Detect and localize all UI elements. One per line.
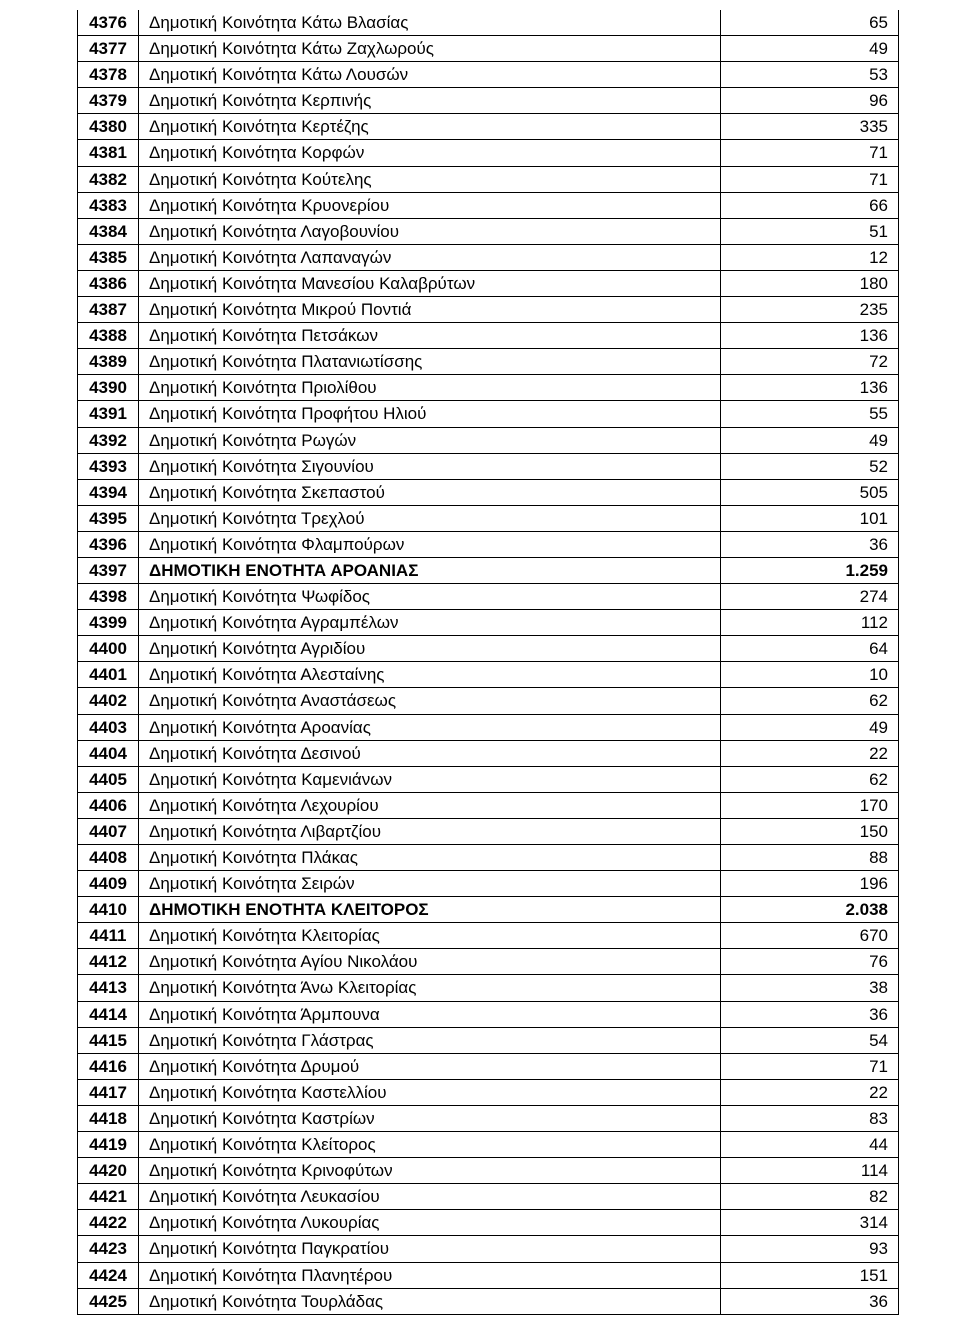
row-name: Δημοτική Κοινότητα Μικρού Ποντιά — [139, 297, 721, 323]
row-value: 170 — [721, 792, 899, 818]
row-name: Δημοτική Κοινότητα Αναστάσεως — [139, 688, 721, 714]
row-code: 4425 — [78, 1288, 139, 1314]
row-name: Δημοτική Κοινότητα Αγριδίου — [139, 636, 721, 662]
row-name: Δημοτική Κοινότητα Καστρίων — [139, 1105, 721, 1131]
row-value: 151 — [721, 1262, 899, 1288]
row-code: 4412 — [78, 949, 139, 975]
table-row — [78, 297, 899, 323]
row-name: Δημοτική Κοινότητα Τουρλάδας — [139, 1288, 721, 1314]
row-name: Δημοτική Κοινότητα Κερτέζης — [139, 114, 721, 140]
table-row — [78, 1053, 899, 1079]
table-row — [78, 427, 899, 453]
row-value: 196 — [721, 871, 899, 897]
row-name: Δημοτική Κοινότητα Κρινοφύτων — [139, 1158, 721, 1184]
row-value: 505 — [721, 479, 899, 505]
table-body — [78, 10, 899, 1314]
row-value: 44 — [721, 1132, 899, 1158]
table-row — [78, 845, 899, 871]
row-code: 4396 — [78, 531, 139, 557]
row-code: 4424 — [78, 1262, 139, 1288]
row-code: 4379 — [78, 88, 139, 114]
row-value: 51 — [721, 218, 899, 244]
table-row — [78, 1184, 899, 1210]
table-row — [78, 505, 899, 531]
row-value: 52 — [721, 453, 899, 479]
table-row — [78, 401, 899, 427]
row-name: Δημοτική Κοινότητα Κάτω Βλασίας — [139, 10, 721, 36]
row-name: Δημοτική Κοινότητα Κάτω Λουσών — [139, 62, 721, 88]
row-value: 36 — [721, 1288, 899, 1314]
row-name: Δημοτική Κοινότητα Καμενιάνων — [139, 766, 721, 792]
row-name: Δημοτική Κοινότητα Φλαμπούρων — [139, 531, 721, 557]
row-name: Δημοτική Κοινότητα Λεχουρίου — [139, 792, 721, 818]
row-code: 4389 — [78, 349, 139, 375]
table-row — [78, 1001, 899, 1027]
row-code: 4394 — [78, 479, 139, 505]
row-value: 64 — [721, 636, 899, 662]
table-row — [78, 662, 899, 688]
row-value: 88 — [721, 845, 899, 871]
table-row-section-total — [78, 557, 899, 583]
table-row — [78, 1158, 899, 1184]
row-code: 4401 — [78, 662, 139, 688]
row-code: 4377 — [78, 36, 139, 62]
table-row — [78, 349, 899, 375]
row-name: Δημοτική Κοινότητα Πλανητέρου — [139, 1262, 721, 1288]
row-name: Δημοτική Κοινότητα Ψωφίδος — [139, 584, 721, 610]
row-name: Δημοτική Κοινότητα Γλάστρας — [139, 1027, 721, 1053]
row-value: 36 — [721, 531, 899, 557]
row-name: Δημοτική Κοινότητα Κλείτορος — [139, 1132, 721, 1158]
row-name: Δημοτική Κοινότητα Σιγουνίου — [139, 453, 721, 479]
row-value: 670 — [721, 923, 899, 949]
row-value: 55 — [721, 401, 899, 427]
row-value: 38 — [721, 975, 899, 1001]
row-code: 4400 — [78, 636, 139, 662]
row-name: Δημοτική Κοινότητα Κρυονερίου — [139, 192, 721, 218]
row-name: Δημοτική Κοινότητα Άρμπουνα — [139, 1001, 721, 1027]
table-row — [78, 1288, 899, 1314]
row-code: 4414 — [78, 1001, 139, 1027]
row-value: 49 — [721, 427, 899, 453]
row-name: Δημοτική Κοινότητα Λυκουρίας — [139, 1210, 721, 1236]
table-row — [78, 584, 899, 610]
table-row — [78, 192, 899, 218]
row-value: 235 — [721, 297, 899, 323]
row-name: Δημοτική Κοινότητα Σειρών — [139, 871, 721, 897]
row-name: Δημοτική Κοινότητα Κλειτορίας — [139, 923, 721, 949]
row-value: 12 — [721, 244, 899, 270]
row-code: 4413 — [78, 975, 139, 1001]
row-code: 4406 — [78, 792, 139, 818]
row-value: 96 — [721, 88, 899, 114]
table-row — [78, 62, 899, 88]
row-name: Δημοτική Κοινότητα Κάτω Ζαχλωρούς — [139, 36, 721, 62]
row-code: 4418 — [78, 1105, 139, 1131]
row-name: Δημοτική Κοινότητα Άνω Κλειτορίας — [139, 975, 721, 1001]
row-name: Δημοτική Κοινότητα Κούτελης — [139, 166, 721, 192]
table-row — [78, 1210, 899, 1236]
population-table — [77, 10, 899, 1315]
row-code: 4422 — [78, 1210, 139, 1236]
table-row — [78, 740, 899, 766]
row-value: 2.038 — [721, 897, 899, 923]
row-value: 22 — [721, 740, 899, 766]
row-value: 274 — [721, 584, 899, 610]
table-row — [78, 636, 899, 662]
row-code: 4410 — [78, 897, 139, 923]
row-value: 180 — [721, 270, 899, 296]
row-value: 1.259 — [721, 557, 899, 583]
row-value: 62 — [721, 688, 899, 714]
row-value: 83 — [721, 1105, 899, 1131]
row-name: Δημοτική Κοινότητα Αροανίας — [139, 714, 721, 740]
table-row — [78, 531, 899, 557]
row-code: 4384 — [78, 218, 139, 244]
row-name: Δημοτική Κοινότητα Λευκασίου — [139, 1184, 721, 1210]
table-row — [78, 114, 899, 140]
row-value: 112 — [721, 610, 899, 636]
row-code: 4405 — [78, 766, 139, 792]
row-name: Δημοτική Κοινότητα Προφήτου Ηλιού — [139, 401, 721, 427]
row-name: Δημοτική Κοινότητα Αγίου Νικολάου — [139, 949, 721, 975]
row-name: Δημοτική Κοινότητα Πλατανιωτίσσης — [139, 349, 721, 375]
row-value: 150 — [721, 818, 899, 844]
table-row — [78, 375, 899, 401]
row-code: 4419 — [78, 1132, 139, 1158]
row-code: 4421 — [78, 1184, 139, 1210]
row-value: 54 — [721, 1027, 899, 1053]
row-code: 4381 — [78, 140, 139, 166]
row-code: 4388 — [78, 323, 139, 349]
row-value: 62 — [721, 766, 899, 792]
table-row — [78, 1027, 899, 1053]
table-row — [78, 323, 899, 349]
row-name: Δημοτική Κοινότητα Πετσάκων — [139, 323, 721, 349]
row-value: 114 — [721, 1158, 899, 1184]
table-row — [78, 10, 899, 36]
row-code: 4399 — [78, 610, 139, 636]
row-code: 4411 — [78, 923, 139, 949]
row-code: 4398 — [78, 584, 139, 610]
row-value: 53 — [721, 62, 899, 88]
row-value: 71 — [721, 1053, 899, 1079]
row-code: 4383 — [78, 192, 139, 218]
row-value: 65 — [721, 10, 899, 36]
row-name: Δημοτική Κοινότητα Μανεσίου Καλαβρύτων — [139, 270, 721, 296]
row-name: ΔΗΜΟΤΙΚΗ ΕΝΟΤΗΤΑ ΑΡΟΑΝΙΑΣ — [139, 557, 721, 583]
row-name: Δημοτική Κοινότητα Κερπινής — [139, 88, 721, 114]
row-value: 314 — [721, 1210, 899, 1236]
table-row — [78, 479, 899, 505]
table-row — [78, 244, 899, 270]
row-value: 335 — [721, 114, 899, 140]
row-code: 4397 — [78, 557, 139, 583]
row-code: 4380 — [78, 114, 139, 140]
row-code: 4416 — [78, 1053, 139, 1079]
row-name: Δημοτική Κοινότητα Πλάκας — [139, 845, 721, 871]
row-name: Δημοτική Κοινότητα Αλεσταίνης — [139, 662, 721, 688]
table-row — [78, 949, 899, 975]
row-name: Δημοτική Κοινότητα Λαπαναγών — [139, 244, 721, 270]
table-row — [78, 88, 899, 114]
row-name: Δημοτική Κοινότητα Πριολίθου — [139, 375, 721, 401]
row-code: 4393 — [78, 453, 139, 479]
row-name: Δημοτική Κοινότητα Δεσινού — [139, 740, 721, 766]
row-code: 4390 — [78, 375, 139, 401]
row-code: 4386 — [78, 270, 139, 296]
row-code: 4417 — [78, 1079, 139, 1105]
row-code: 4395 — [78, 505, 139, 531]
table-row — [78, 453, 899, 479]
table-row — [78, 871, 899, 897]
row-value: 10 — [721, 662, 899, 688]
row-value: 136 — [721, 375, 899, 401]
table-row — [78, 975, 899, 1001]
table-row — [78, 688, 899, 714]
table-row — [78, 792, 899, 818]
table-row — [78, 1132, 899, 1158]
row-value: 36 — [721, 1001, 899, 1027]
row-code: 4408 — [78, 845, 139, 871]
row-code: 4391 — [78, 401, 139, 427]
row-code: 4376 — [78, 10, 139, 36]
row-value: 49 — [721, 36, 899, 62]
table-row — [78, 1105, 899, 1131]
row-value: 82 — [721, 1184, 899, 1210]
row-name: Δημοτική Κοινότητα Ρωγών — [139, 427, 721, 453]
row-name: Δημοτική Κοινότητα Δρυμού — [139, 1053, 721, 1079]
row-value: 136 — [721, 323, 899, 349]
row-value: 76 — [721, 949, 899, 975]
row-code: 4387 — [78, 297, 139, 323]
row-name: Δημοτική Κοινότητα Λιβαρτζίου — [139, 818, 721, 844]
row-code: 4403 — [78, 714, 139, 740]
table-row — [78, 766, 899, 792]
table-row — [78, 610, 899, 636]
table-row — [78, 1236, 899, 1262]
row-code: 4415 — [78, 1027, 139, 1053]
row-code: 4404 — [78, 740, 139, 766]
row-name: Δημοτική Κοινότητα Παγκρατίου — [139, 1236, 721, 1262]
table-row — [78, 140, 899, 166]
table-row — [78, 166, 899, 192]
row-value: 71 — [721, 140, 899, 166]
row-name: Δημοτική Κοινότητα Καστελλίου — [139, 1079, 721, 1105]
row-name: Δημοτική Κοινότητα Τρεχλού — [139, 505, 721, 531]
table-row — [78, 218, 899, 244]
row-code: 4378 — [78, 62, 139, 88]
row-code: 4420 — [78, 1158, 139, 1184]
table-row-section-total — [78, 897, 899, 923]
row-name: Δημοτική Κοινότητα Σκεπαστού — [139, 479, 721, 505]
row-name: Δημοτική Κοινότητα Κορφών — [139, 140, 721, 166]
row-value: 22 — [721, 1079, 899, 1105]
table-row — [78, 818, 899, 844]
row-code: 4407 — [78, 818, 139, 844]
table-row — [78, 1262, 899, 1288]
row-value: 49 — [721, 714, 899, 740]
row-value: 93 — [721, 1236, 899, 1262]
table-row — [78, 923, 899, 949]
row-name: ΔΗΜΟΤΙΚΗ ΕΝΟΤΗΤΑ ΚΛΕΙΤΟΡΟΣ — [139, 897, 721, 923]
table-row — [78, 36, 899, 62]
row-code: 4402 — [78, 688, 139, 714]
row-code: 4409 — [78, 871, 139, 897]
row-name: Δημοτική Κοινότητα Αγραμπέλων — [139, 610, 721, 636]
table-row — [78, 714, 899, 740]
row-code: 4385 — [78, 244, 139, 270]
row-value: 72 — [721, 349, 899, 375]
row-value: 71 — [721, 166, 899, 192]
row-code: 4423 — [78, 1236, 139, 1262]
row-value: 101 — [721, 505, 899, 531]
row-name: Δημοτική Κοινότητα Λαγοβουνίου — [139, 218, 721, 244]
table-row — [78, 1079, 899, 1105]
row-value: 66 — [721, 192, 899, 218]
table-row — [78, 270, 899, 296]
row-code: 4392 — [78, 427, 139, 453]
row-code: 4382 — [78, 166, 139, 192]
